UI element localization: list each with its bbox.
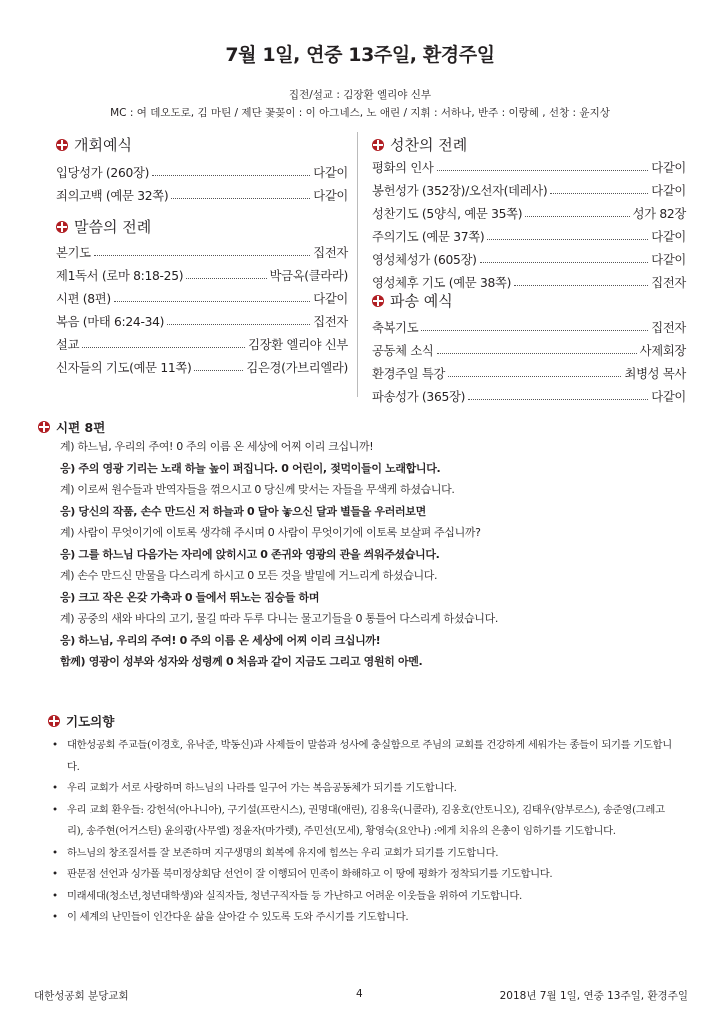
service-item-label: 축복기도 bbox=[372, 321, 419, 335]
prayer-item: • 미래세대(청소년,청년대학생)와 실직자들, 청년구직자들 등 가난하고 어려운 이웃들을 위하여 기도합니다. bbox=[52, 886, 672, 908]
roles-line: MC : 여 데오도로, 김 마틴 / 제단 꽃꽂이 : 이 아그네스, 노 애린 / 지휘 : 서하나, 반주 : 이랑혜 , 선창 : 윤지상 bbox=[110, 107, 610, 119]
service-item-role: 다같이 bbox=[651, 253, 686, 267]
section-heading-opening: 개회예식 bbox=[56, 134, 132, 155]
service-item-role: 다같이 bbox=[313, 166, 348, 180]
psalm-text bbox=[60, 436, 700, 673]
service-item-label: 평화의 인사 bbox=[372, 161, 434, 175]
cross-icon bbox=[56, 139, 68, 151]
psalm-line: 응) 하느님, 우리의 주여! 0 주의 이름 온 세상에 어찌 이리 크십니까! bbox=[60, 633, 381, 647]
service-item bbox=[56, 284, 348, 307]
service-item-label: 죄의고백 (예문 32쪽) bbox=[56, 189, 169, 203]
dismissal-list bbox=[372, 313, 686, 405]
service-item bbox=[372, 313, 686, 336]
service-item-role: 다같이 bbox=[651, 184, 686, 198]
service-item-label: 설교 bbox=[56, 338, 80, 352]
psalm-line: 응) 크고 작은 온갖 가축과 0 들에서 뛰노는 짐승들 하며 bbox=[60, 590, 320, 604]
service-item-role: 집전자 bbox=[651, 321, 686, 335]
psalm-line: 응) 그를 하느님 다음가는 자리에 앉히시고 0 존귀와 영광의 관을 씌워주셨습니다. bbox=[60, 547, 440, 561]
cross-icon bbox=[372, 295, 384, 307]
service-item bbox=[372, 245, 686, 268]
cross-icon bbox=[38, 421, 50, 433]
service-item bbox=[56, 307, 348, 330]
dotted-leader bbox=[525, 216, 629, 217]
service-item bbox=[56, 353, 348, 376]
dotted-leader bbox=[94, 255, 311, 256]
service-item bbox=[56, 158, 348, 181]
service-item-label: 영성체성가 (605장) bbox=[372, 253, 477, 267]
eucharist-list bbox=[372, 153, 686, 291]
service-item-role: 다같이 bbox=[313, 189, 348, 203]
service-item-label: 입당성가 (260장) bbox=[56, 166, 150, 180]
service-item-role: 최병성 목사 bbox=[624, 367, 686, 381]
officiant-line: 집전/설교 : 김장환 엘리야 신부 bbox=[288, 89, 432, 101]
psalm-line: 함께) 영광이 성부와 성자와 성령께 0 처음과 같이 지금도 그리고 영원히 아멘. bbox=[60, 655, 423, 668]
service-item bbox=[56, 261, 348, 284]
service-item-label: 성찬기도 (5양식, 예문 35쪽) bbox=[372, 207, 523, 221]
dotted-leader bbox=[437, 170, 649, 171]
service-item-role: 집전자 bbox=[651, 276, 686, 290]
service-item bbox=[56, 330, 348, 353]
dotted-leader bbox=[487, 239, 648, 240]
prayer-item: • 우리 교회 환우들: 강헌석(아나니아), 구기설(프란시스), 권명대(애린), 김용욱(니콜라), 김옹호(안토니오), 김태우(암부로스), 송준영(그레고리), 송주현(어거스틴) 윤의광(사무엘) 정윤자(마가렛), 주민선(모세), 황영숙(요안나) :에게 치유의 은총이 임하기를 기도합니다. bbox=[52, 800, 672, 843]
prayer-item: • 대한성공회 주교들(이경호, 유낙준, 박동신)과 사제들이 말씀과 성사에 충실함으로 주님의 교회를 건강하게 세워가는 종들이 되기를 기도합니다. bbox=[52, 735, 672, 778]
service-item-label: 복음 (마태 6:24-34) bbox=[56, 315, 165, 329]
prayer-item: • 우리 교회가 서로 사랑하며 하느님의 나라를 일구어 가는 복음공동체가 되기를 기도합니다. bbox=[52, 778, 672, 800]
section-heading-dismissal: 파송 예식 bbox=[372, 290, 453, 311]
service-item-role: 사제회장 bbox=[639, 344, 686, 358]
service-item-role: 집전자 bbox=[313, 315, 348, 329]
service-item-role: 김장환 엘리야 신부 bbox=[248, 338, 348, 352]
dotted-leader bbox=[514, 285, 648, 286]
dotted-leader bbox=[480, 262, 649, 263]
prayers-heading: 기도의향 bbox=[48, 712, 114, 730]
service-item bbox=[372, 359, 686, 382]
page-title: 7월 1일, 연중 13주일, 환경주일 bbox=[225, 44, 495, 66]
word-list bbox=[56, 238, 348, 376]
dotted-leader bbox=[448, 376, 621, 377]
service-item bbox=[372, 336, 686, 359]
dotted-leader bbox=[468, 399, 648, 400]
dotted-leader bbox=[437, 353, 637, 354]
prayers-list bbox=[52, 735, 672, 929]
footer-date: 2018년 7월 1일, 연중 13주일, 환경주일 bbox=[499, 990, 688, 1002]
service-item-label: 제1독서 (로마 8:18-25) bbox=[56, 269, 184, 283]
service-item-label: 신자들의 기도(예문 11쪽) bbox=[56, 361, 192, 375]
service-item bbox=[372, 382, 686, 405]
dotted-leader bbox=[194, 370, 243, 371]
service-item-label: 공동체 소식 bbox=[372, 344, 434, 358]
service-item bbox=[56, 238, 348, 261]
prayer-item: • 이 세계의 난민들이 인간다운 삶을 살아갈 수 있도록 도와 주시기를 기도합니다. bbox=[52, 907, 672, 929]
service-item-label: 환경주일 특강 bbox=[372, 367, 446, 381]
cross-icon bbox=[372, 139, 384, 151]
dotted-leader bbox=[421, 330, 648, 331]
column-divider bbox=[357, 132, 358, 397]
footer-page: 4 bbox=[356, 988, 363, 1000]
service-item-role: 다같이 bbox=[651, 230, 686, 244]
cross-icon bbox=[48, 715, 60, 727]
service-item-role: 다같이 bbox=[651, 390, 686, 404]
psalm-line: 계) 공중의 새와 바다의 고기, 물길 따라 두루 다니는 물고기들을 0 통틀어 다스리게 하셨습니다. bbox=[60, 612, 498, 625]
dotted-leader bbox=[82, 347, 245, 348]
service-item-role: 다같이 bbox=[651, 161, 686, 175]
service-item-role: 다같이 bbox=[313, 292, 348, 306]
service-item bbox=[372, 176, 686, 199]
psalm-line: 계) 사람이 무엇이기에 이토록 생각해 주시며 0 사람이 무엇이기에 이토록 보살펴 주십니까? bbox=[60, 526, 481, 539]
dotted-leader bbox=[186, 278, 266, 279]
service-item bbox=[372, 268, 686, 291]
psalm-line: 계) 손수 만드신 만물을 다스리게 하시고 0 모든 것을 발밑에 거느리게 하셨습니다. bbox=[60, 569, 438, 582]
psalm-line: 계) 하느님, 우리의 주여! 0 주의 이름 온 세상에 어찌 이리 크십니까! bbox=[60, 440, 374, 453]
dotted-leader bbox=[152, 175, 310, 176]
service-item-role: 김은경(가브리엘라) bbox=[246, 361, 348, 375]
opening-list bbox=[56, 158, 348, 204]
section-heading-word: 말씀의 전례 bbox=[56, 216, 151, 237]
dotted-leader bbox=[171, 198, 310, 199]
psalm-line: 응) 당신의 작품, 손수 만드신 저 하늘과 0 달아 놓으신 달과 별들을 우러러보면 bbox=[60, 504, 426, 518]
service-item-label: 주의기도 (예문 37쪽) bbox=[372, 230, 485, 244]
service-item-label: 시편 (8편) bbox=[56, 292, 111, 306]
service-item bbox=[372, 222, 686, 245]
service-item-label: 봉헌성가 (352장)/오선자(데레사) bbox=[372, 184, 548, 198]
service-item-label: 영성체후 기도 (예문 38쪽) bbox=[372, 276, 512, 290]
footer-church: 대한성공회 분당교회 bbox=[34, 990, 129, 1002]
service-item bbox=[372, 153, 686, 176]
dotted-leader bbox=[114, 301, 310, 302]
psalm-line: 계) 이로써 원수들과 반역자들을 꺾으시고 0 당신께 맞서는 자들을 무색케 하셨습니다. bbox=[60, 483, 455, 496]
service-item-role: 박금옥(클라라) bbox=[269, 269, 348, 283]
prayer-item: • 판문점 선언과 싱가폴 북미정상회담 선언이 잘 이행되어 민족이 화해하고 이 땅에 평화가 정착되기를 기도합니다. bbox=[52, 864, 672, 886]
service-item bbox=[56, 181, 348, 204]
prayer-item: • 하느님의 창조질서를 잘 보존하며 지구생명의 회복에 유지에 힘쓰는 우리 교회가 되기를 기도합니다. bbox=[52, 843, 672, 865]
psalm-line: 응) 주의 영광 기리는 노래 하늘 높이 퍼집니다. 0 어린이, 젖먹이들이 노래합니다. bbox=[60, 461, 441, 475]
dotted-leader bbox=[167, 324, 310, 325]
cross-icon bbox=[56, 221, 68, 233]
service-item-role: 집전자 bbox=[313, 246, 348, 260]
service-item bbox=[372, 199, 686, 222]
dotted-leader bbox=[550, 193, 648, 194]
psalm-heading: 시편 8편 bbox=[38, 418, 105, 436]
section-heading-eucharist: 성찬의 전례 bbox=[372, 134, 467, 155]
service-item-role: 성가 82장 bbox=[632, 207, 686, 221]
service-item-label: 파송성가 (365장) bbox=[372, 390, 466, 404]
service-item-label: 본기도 bbox=[56, 246, 91, 260]
